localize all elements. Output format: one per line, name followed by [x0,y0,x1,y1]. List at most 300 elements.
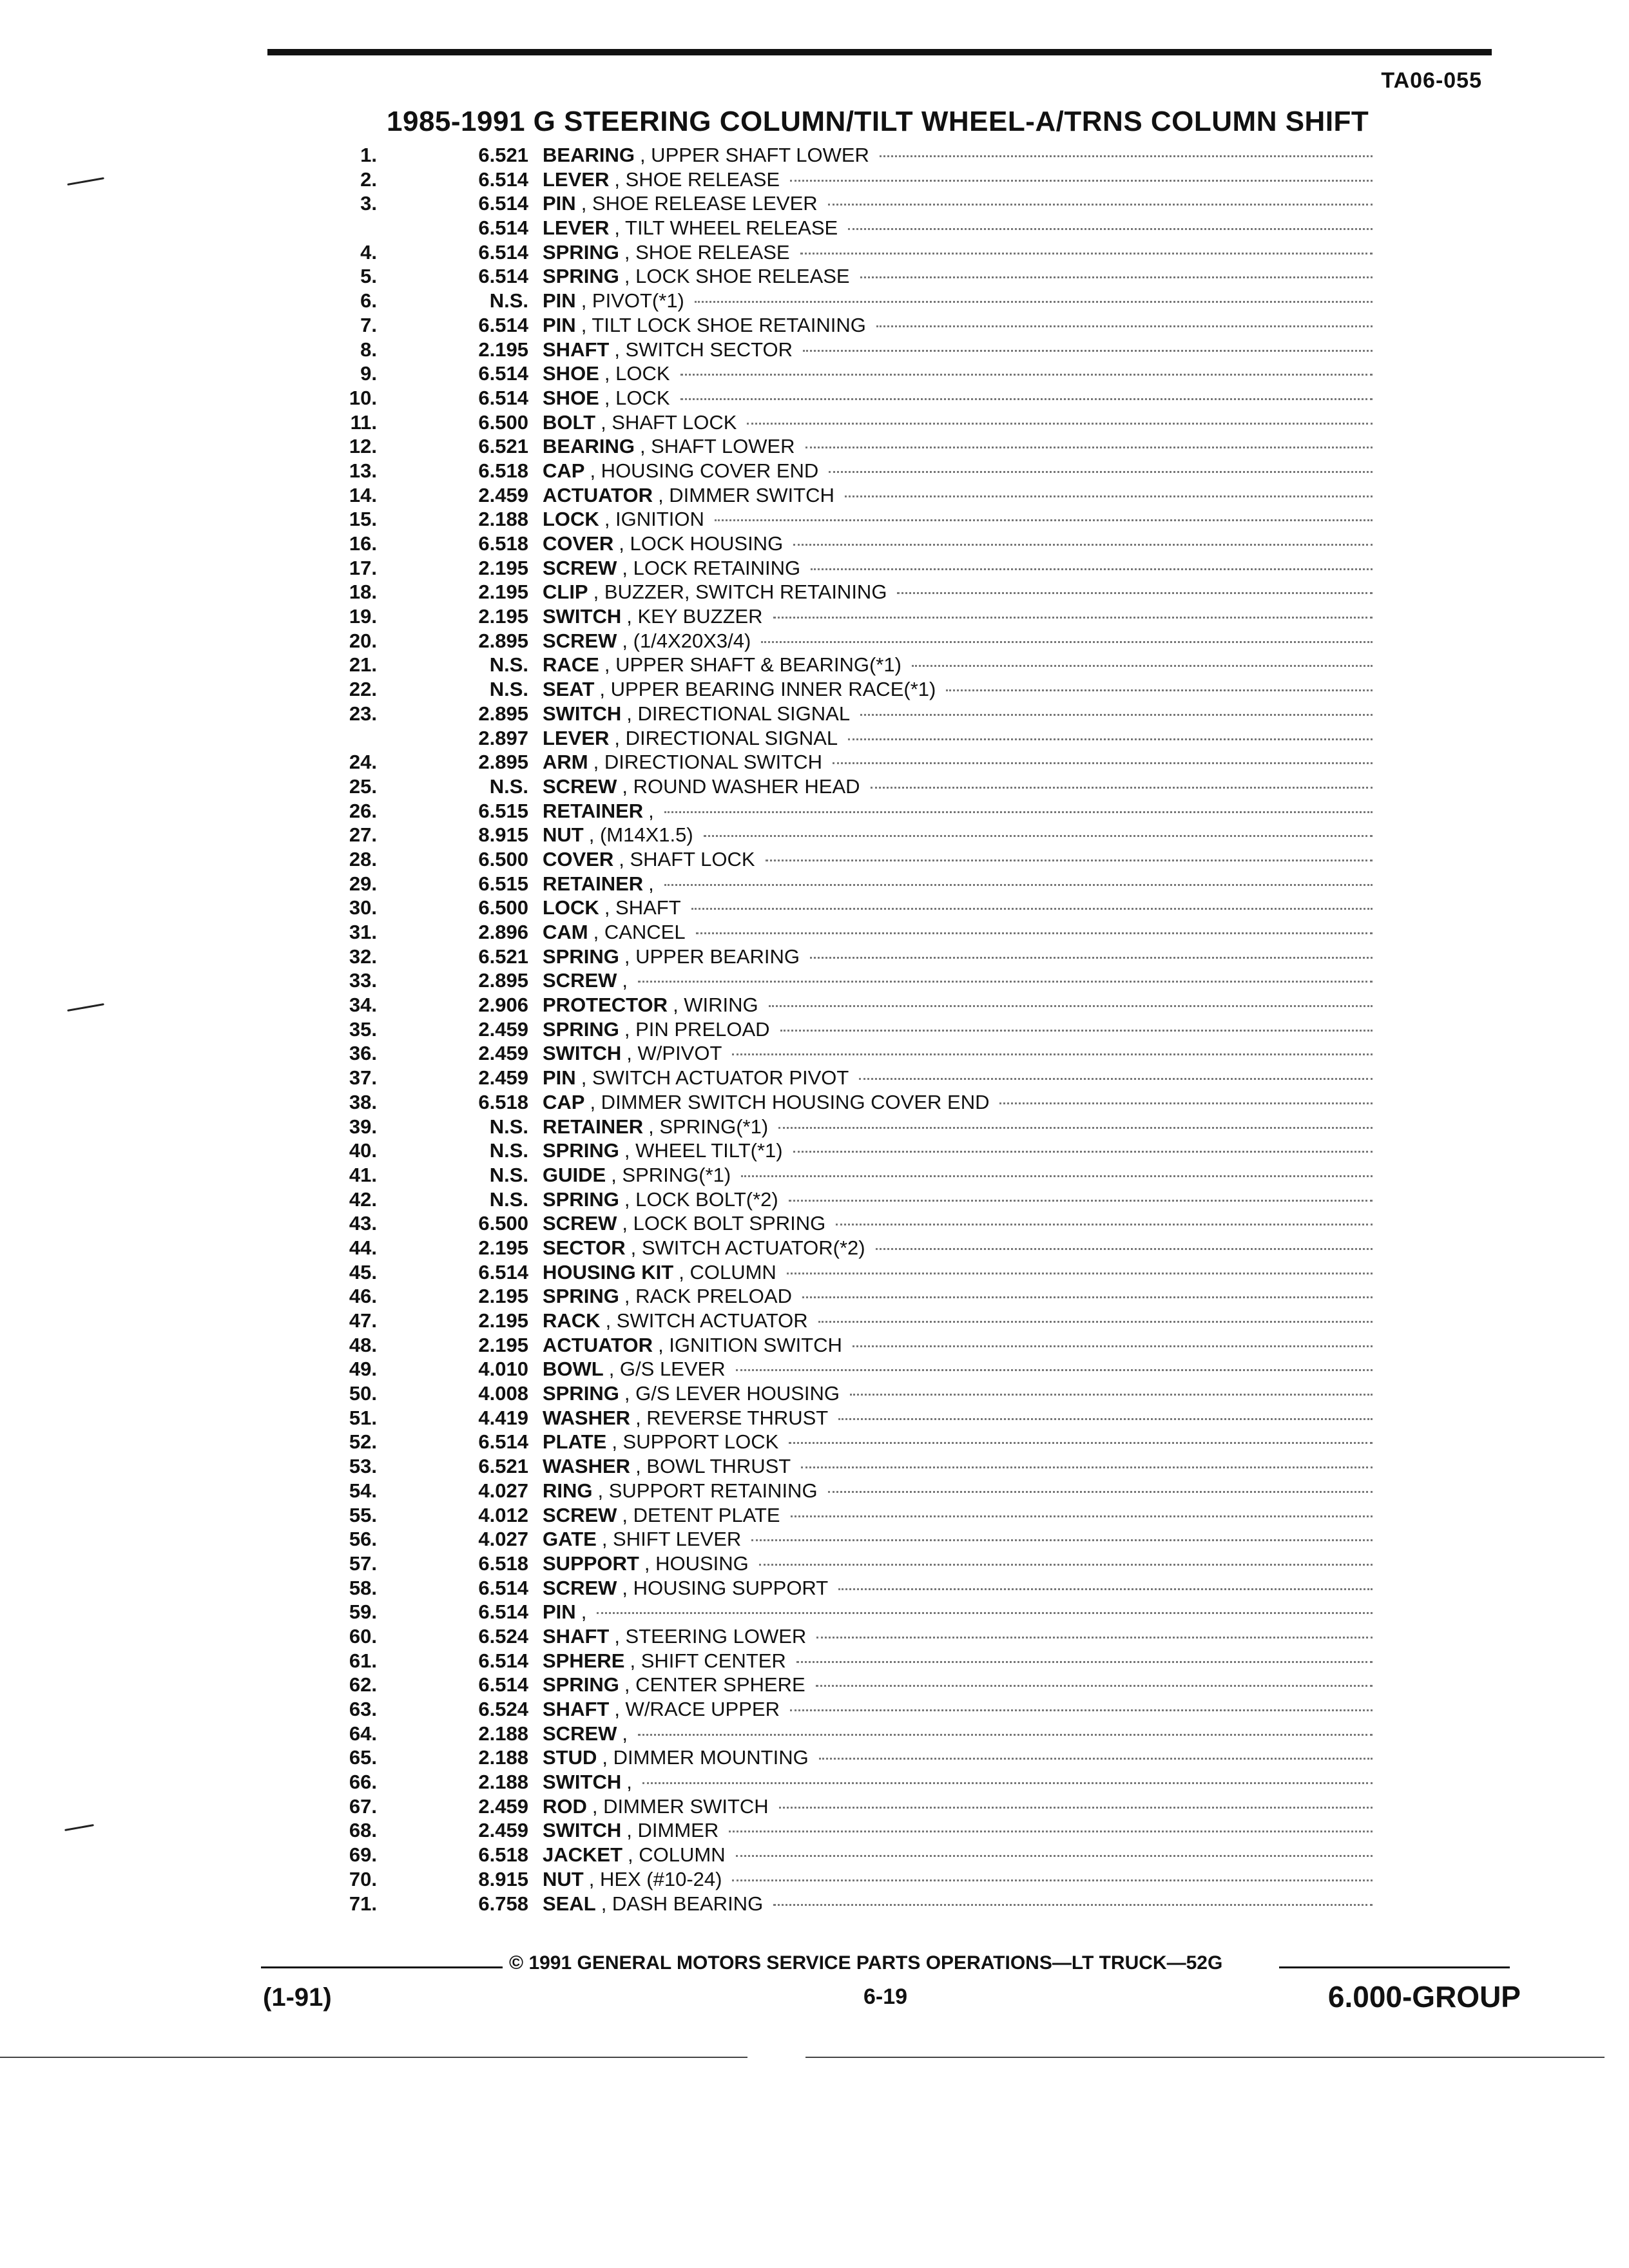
part-row [309,556,1373,581]
group-number: 6.500 [478,410,528,434]
part-number: 64. [349,1722,377,1745]
group-number: N.S. [489,1187,528,1211]
page-title: 1985-1991 G STEERING COLUMN/TILT WHEEL-A/TRNS COLUMN SHIFT [387,106,1369,137]
group-number: 2.459 [478,1794,528,1818]
part-description: , SHAFT LOCK [601,410,737,434]
part-name: SPRING [543,945,619,968]
part-row [309,1576,1373,1600]
group-number: 2.195 [478,581,528,604]
dot-leader [880,155,1373,157]
footer-rule-right [1279,1966,1510,1968]
part-row [309,532,1373,556]
dot-leader [696,932,1373,934]
dot-leader [791,1515,1373,1517]
part-row [309,1115,1373,1139]
part-description: , COLUMN [679,1260,776,1283]
part-number: 45. [349,1260,377,1283]
part-name: PLATE [543,1430,607,1454]
part-row [309,726,1373,751]
part-name: LEVER [543,726,610,749]
group-number: 2.895 [478,969,528,992]
part-number: 66. [349,1771,377,1794]
dot-leader [680,398,1373,400]
group-number: 2.459 [478,1017,528,1041]
part-row [309,434,1373,459]
group-number: 2.195 [478,556,528,579]
part-description: , DIMMER SWITCH HOUSING COVER END [590,1090,990,1113]
part-name: BEARING [543,435,635,458]
group-number: 8.915 [478,823,528,847]
group-number: 4.027 [478,1528,528,1551]
part-number: 28. [349,847,377,870]
part-row [309,410,1373,435]
part-description: , W/RACE UPPER [614,1698,780,1720]
group-number: 6.524 [478,1624,528,1648]
group-number: 6.524 [478,1698,528,1720]
part-name: SPRING [543,1285,619,1308]
part-description: , IGNITION [604,508,704,531]
group-number: 6.514 [478,1430,528,1454]
part-row [309,143,1373,168]
part-name: BEARING [543,144,635,166]
dot-leader [811,568,1373,570]
dot-leader [946,689,1373,691]
dot-leader [803,350,1373,352]
dot-leader [897,592,1373,594]
part-name: SCREW [543,1722,617,1745]
part-number: 19. [349,605,377,628]
part-description: , G/S LEVER HOUSING [624,1382,840,1405]
part-description: , [648,872,654,895]
dot-leader [769,1005,1373,1007]
part-number: 24. [349,751,377,774]
group-number: 2.459 [478,483,528,506]
dot-leader [848,228,1373,230]
dot-leader [816,1637,1373,1639]
part-name: RING [543,1479,593,1502]
group-number: 2.906 [478,994,528,1017]
part-name: LOCK [543,508,599,531]
group-number: 6.515 [478,872,528,895]
dot-leader [810,957,1373,959]
part-description: , SHOE RELEASE [624,240,790,264]
group-number: 6.518 [478,459,528,482]
dot-leader [759,1564,1373,1566]
part-number: 46. [349,1285,377,1308]
part-row [309,1892,1373,1916]
part-description: , G/S LEVER [608,1358,726,1381]
part-row [309,1794,1373,1819]
part-description: , DIRECTIONAL SWITCH [593,751,822,774]
part-row [309,968,1373,993]
dot-leader [789,1442,1373,1444]
part-row [309,1770,1373,1794]
page-number: 6-19 [863,1984,908,2009]
part-row [309,1406,1373,1430]
group-number: 6.514 [478,1260,528,1283]
part-number: 57. [349,1552,377,1575]
part-row [309,168,1373,192]
dot-leader [829,471,1373,473]
part-name: ROD [543,1794,587,1818]
part-description: , TILT WHEEL RELEASE [614,216,838,240]
part-row [309,1527,1373,1552]
part-name: ARM [543,751,588,774]
part-number: 38. [349,1090,377,1113]
part-number: 61. [349,1649,377,1672]
part-description: , SUPPORT RETAINING [597,1479,818,1502]
dot-leader [790,180,1373,182]
part-number: 8. [360,338,377,361]
part-description: , SHAFT LOWER [639,435,795,458]
dot-leader [801,1466,1373,1468]
group-number: N.S. [489,653,528,677]
part-row [309,750,1373,774]
dot-leader [800,253,1373,255]
part-name: SCREW [543,1212,617,1235]
part-number: 3. [360,192,377,215]
part-number: 14. [349,483,377,506]
part-description: , PIVOT(*1) [581,289,684,312]
dot-leader [860,714,1373,716]
part-number: 16. [349,532,377,555]
group-number: 6.514 [478,313,528,336]
dot-leader [818,1321,1373,1323]
part-row [309,1722,1373,1746]
dot-leader [796,1661,1373,1663]
part-description: , SHOE RELEASE LEVER [581,192,818,215]
part-number: 58. [349,1576,377,1599]
part-number: 15. [349,508,377,531]
part-row [309,264,1373,289]
part-name: SPRING [543,1139,619,1162]
dot-leader [691,908,1373,910]
group-number: 4.010 [478,1358,528,1381]
dot-leader [853,1345,1373,1347]
dot-leader [838,1418,1373,1420]
part-name: SPRING [543,1673,619,1696]
part-name: RETAINER [543,872,644,895]
group-number: N.S. [489,774,528,798]
part-name: CAP [543,459,585,482]
part-description: , WHEEL TILT(*1) [624,1139,783,1162]
part-row [309,1187,1373,1212]
part-description: , TILT LOCK SHOE RETAINING [581,313,866,336]
part-number: 2. [360,168,377,191]
part-name: SCREW [543,1503,617,1526]
part-name: CAM [543,921,588,943]
part-name: SEAL [543,1892,596,1915]
part-name: SWITCH [543,1819,622,1842]
group-number: 6.514 [478,1649,528,1672]
part-name: NUT [543,1867,584,1890]
margin-mark [64,1824,94,1831]
part-row [309,1066,1373,1090]
part-row [309,459,1373,483]
part-row [309,604,1373,629]
part-number: 49. [349,1358,377,1381]
group-number: 2.188 [478,508,528,531]
margin-mark [67,177,104,186]
part-name: GATE [543,1528,597,1551]
part-name: SEAT [543,678,595,701]
part-description: , LOCK HOUSING [619,532,784,555]
part-number: 25. [349,774,377,798]
part-number: 34. [349,994,377,1017]
dot-leader [860,276,1373,278]
part-row [309,483,1373,508]
dot-leader [828,1491,1373,1493]
part-number: 4. [360,240,377,264]
part-row [309,1163,1373,1187]
group-number: 6.514 [478,265,528,288]
group-label: 6.000-GROUP [1327,1980,1521,2013]
part-name: SPRING [543,1187,619,1211]
part-description: , SHAFT [604,896,681,919]
part-row [309,847,1373,872]
part-name: NUT [543,823,584,847]
part-row [309,580,1373,604]
part-description: , CENTER SPHERE [624,1673,805,1696]
group-number: 2.195 [478,1285,528,1308]
part-description: , UPPER BEARING [624,945,800,968]
part-name: SHOE [543,362,599,385]
dot-leader [638,981,1373,983]
part-description: , UPPER SHAFT LOWER [639,144,869,166]
part-number: 52. [349,1430,377,1454]
part-number: 12. [349,435,377,458]
dot-leader [778,1127,1373,1129]
part-name: WASHER [543,1406,631,1429]
part-description: , CANCEL [593,921,686,943]
part-number: 18. [349,581,377,604]
part-description: , LOCK RETAINING [622,556,801,579]
group-number: 6.514 [478,240,528,264]
part-number: 29. [349,872,377,895]
dot-leader [805,447,1373,448]
group-number: N.S. [489,1115,528,1138]
part-number: 32. [349,945,377,968]
dot-leader [876,1248,1373,1250]
part-number: 50. [349,1382,377,1405]
part-row [309,1454,1373,1479]
part-row [309,240,1373,265]
part-name: GUIDE [543,1163,606,1186]
part-name: LOCK [543,896,599,919]
part-row [309,799,1373,823]
group-number: 2.897 [478,726,528,749]
part-row [309,823,1373,847]
part-row [309,702,1373,726]
group-number: 6.758 [478,1892,528,1915]
part-number: 68. [349,1819,377,1842]
part-name: PROTECTOR [543,994,668,1017]
group-number: 2.895 [478,751,528,774]
part-row [309,993,1373,1017]
part-number: 13. [349,459,377,482]
part-name: JACKET [543,1843,623,1867]
dot-leader [793,544,1373,546]
part-number: 60. [349,1624,377,1648]
group-number: 2.895 [478,702,528,725]
part-number: 44. [349,1236,377,1259]
part-number: 70. [349,1867,377,1890]
part-number: 48. [349,1333,377,1356]
dot-leader [845,495,1373,497]
part-name: BOLT [543,410,596,434]
part-row [309,1673,1373,1697]
part-name: WASHER [543,1455,631,1478]
part-number: 33. [349,969,377,992]
part-row [309,1357,1373,1381]
part-name: PIN [543,289,576,312]
part-name: SHAFT [543,1698,610,1720]
part-name: SHAFT [543,1624,610,1648]
part-number: 27. [349,823,377,847]
part-description: , SHIFT LEVER [601,1528,742,1551]
part-number: 31. [349,921,377,943]
part-description: , W/PIVOT [626,1042,722,1065]
part-row [309,1236,1373,1260]
dot-leader [642,1782,1373,1784]
dot-leader [871,787,1373,789]
group-number: 2.188 [478,1746,528,1769]
part-number: 42. [349,1187,377,1211]
part-row [309,872,1373,896]
part-name: LEVER [543,168,610,191]
dot-leader [741,1175,1373,1177]
part-number: 62. [349,1673,377,1696]
dot-leader [779,1807,1373,1809]
part-row [309,216,1373,240]
part-row [309,289,1373,313]
part-name: BOWL [543,1358,604,1381]
part-name: PIN [543,1600,576,1624]
part-description: , SPRING(*1) [648,1115,769,1138]
part-description: , COLUMN [628,1843,726,1867]
part-number: 65. [349,1746,377,1769]
margin-mark [67,1003,104,1012]
part-row [309,1090,1373,1115]
part-number: 71. [349,1892,377,1915]
part-number: 53. [349,1455,377,1478]
group-number: N.S. [489,289,528,312]
part-description: , WIRING [673,994,758,1017]
part-row [309,1430,1373,1454]
part-name: SPHERE [543,1649,625,1672]
part-row [309,338,1373,362]
dot-leader [766,860,1373,861]
part-name: HOUSING KIT [543,1260,674,1283]
dot-leader [850,1394,1373,1396]
part-row [309,191,1373,216]
part-row [309,1503,1373,1528]
part-name: SPRING [543,265,619,288]
part-number: 6. [360,289,377,312]
group-number: 6.514 [478,1600,528,1624]
bottom-rule [805,2057,1605,2058]
part-description: , [622,969,628,992]
part-number: 59. [349,1600,377,1624]
dot-leader [638,1734,1373,1736]
part-name: COVER [543,532,614,555]
parts-list [309,143,1373,1916]
part-row [309,1624,1373,1649]
part-name: SWITCH [543,1771,622,1794]
part-row [309,361,1373,386]
group-number: 6.514 [478,1673,528,1696]
part-description: , SHIFT CENTER [630,1649,786,1672]
part-description: , [626,1771,632,1794]
part-row [309,1843,1373,1867]
part-number: 26. [349,799,377,822]
part-description: , DIMMER SWITCH [592,1794,769,1818]
group-number: 2.195 [478,1333,528,1356]
part-description: , [581,1600,587,1624]
part-number: 41. [349,1163,377,1186]
part-number: 54. [349,1479,377,1502]
dot-leader [999,1102,1373,1104]
part-description: , DIMMER MOUNTING [602,1746,809,1769]
part-name: ACTUATOR [543,483,653,506]
part-row [309,1211,1373,1236]
part-name: PIN [543,1066,576,1090]
part-name: SCREW [543,1576,617,1599]
part-row [309,386,1373,410]
part-number: 9. [360,362,377,385]
group-number: 6.500 [478,1212,528,1235]
revision-date: (1-91) [263,1983,332,2012]
part-description: , HOUSING COVER END [590,459,819,482]
group-number: 2.195 [478,1309,528,1332]
part-name: RACK [543,1309,601,1332]
dot-leader [828,204,1373,206]
part-name: CLIP [543,581,588,604]
part-number: 17. [349,556,377,579]
part-description: , ROUND WASHER HEAD [622,774,860,798]
part-row [309,1041,1373,1066]
dot-leader [787,1273,1373,1274]
dot-leader [802,1296,1373,1298]
part-number: 23. [349,702,377,725]
dot-leader [736,1855,1373,1857]
part-row [309,1745,1373,1770]
dot-leader [747,423,1373,425]
dot-leader [773,617,1373,619]
dot-leader [680,374,1373,376]
part-number: 5. [360,265,377,288]
part-name: CAP [543,1090,585,1113]
group-number: 4.419 [478,1406,528,1429]
part-description: , SWITCH ACTUATOR [605,1309,808,1332]
part-row [309,1139,1373,1163]
part-number: 22. [349,678,377,701]
part-row [309,313,1373,338]
part-row [309,920,1373,945]
part-number: 56. [349,1528,377,1551]
part-description: , (1/4X20X3/4) [622,629,751,652]
group-number: 8.915 [478,1867,528,1890]
dot-leader [761,641,1373,643]
part-row [309,1479,1373,1503]
group-number: 6.514 [478,216,528,240]
part-number: 69. [349,1843,377,1867]
group-number: 2.195 [478,605,528,628]
part-number: 36. [349,1042,377,1065]
part-row [309,1649,1373,1673]
part-description: , STEERING LOWER [614,1624,807,1648]
group-number: 6.514 [478,168,528,191]
